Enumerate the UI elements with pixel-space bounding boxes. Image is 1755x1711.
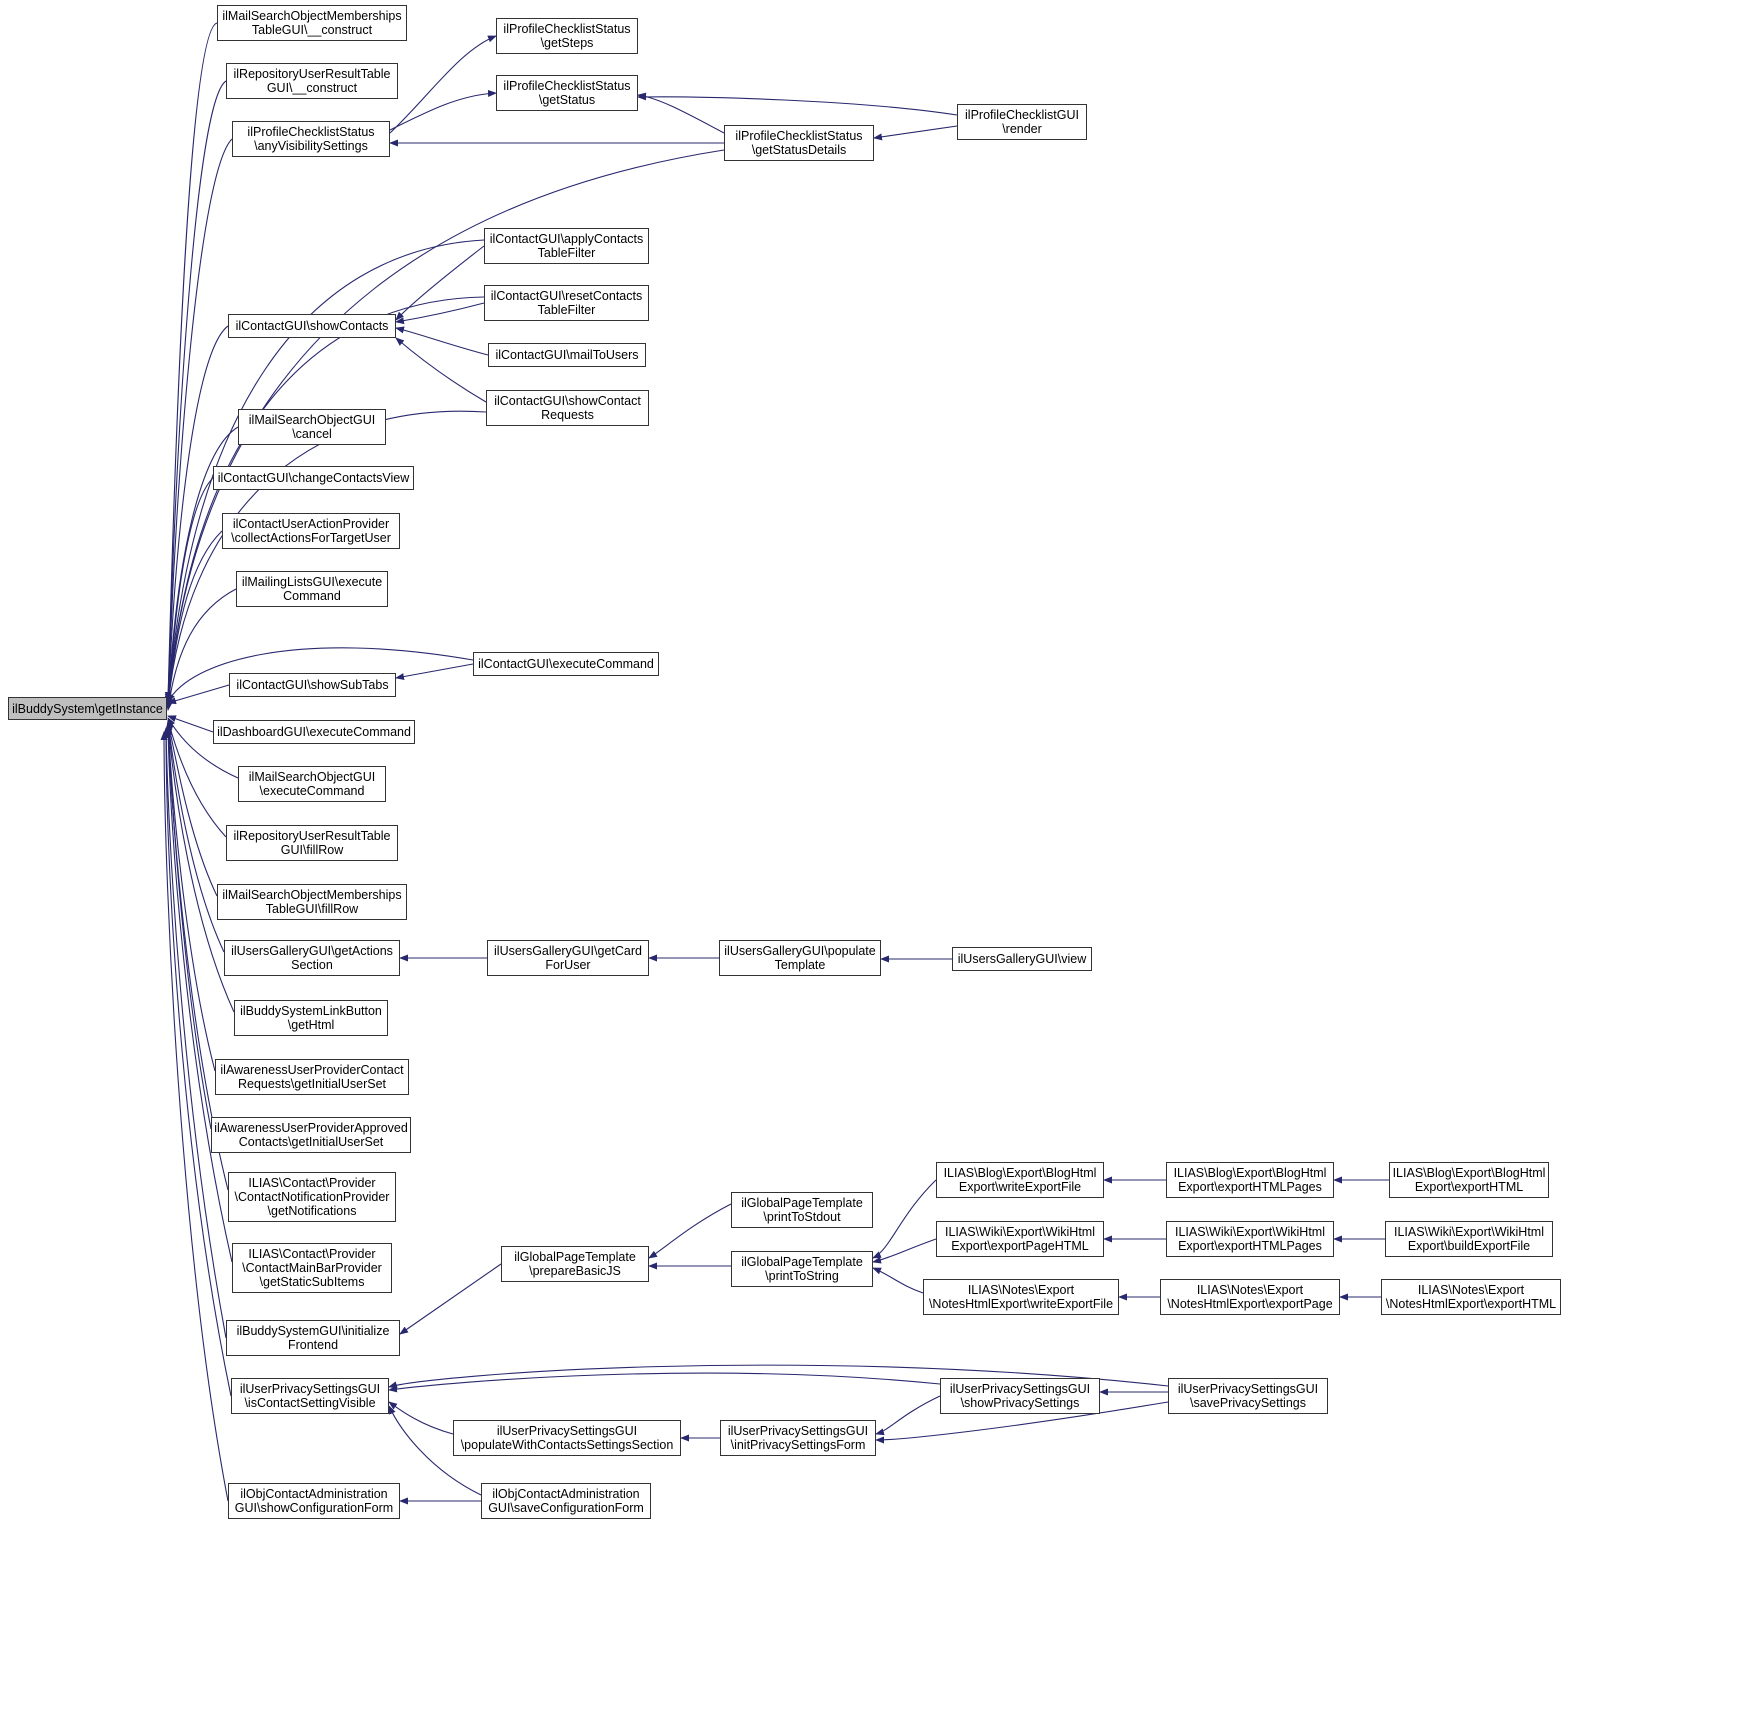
graph-edge [168, 589, 236, 710]
graph-node[interactable]: ilGlobalPageTemplate \printToStdout [731, 1192, 873, 1228]
graph-edge [168, 725, 211, 1129]
graph-node[interactable]: ilAwarenessUserProviderContact Requests\getInitialUserSet [215, 1059, 409, 1095]
graph-edge [168, 326, 228, 706]
graph-edge [168, 722, 224, 952]
graph-node[interactable]: ilUserPrivacySettingsGUI \isContactSettingVisible [231, 1378, 389, 1414]
graph-node[interactable]: ilUserPrivacySettingsGUI \showPrivacySettings [940, 1378, 1100, 1414]
graph-edge [390, 93, 496, 130]
graph-edge [396, 328, 488, 355]
graph-node[interactable]: ILIAS\Wiki\Export\WikiHtml Export\buildExportFile [1385, 1221, 1553, 1257]
graph-edge [389, 1402, 453, 1434]
graph-node[interactable]: ilContactGUI\resetContacts TableFilter [484, 285, 649, 321]
graph-node[interactable]: ilContactGUI\showContact Requests [486, 390, 649, 426]
graph-node[interactable]: ilProfileChecklistGUI \render [957, 104, 1087, 140]
graph-node[interactable]: ilUsersGalleryGUI\getCard ForUser [487, 940, 649, 976]
graph-node[interactable]: ilContactUserActionProvider \collectActionsForTargetUser [222, 513, 400, 549]
graph-node[interactable]: ILIAS\Contact\Provider \ContactMainBarProvider \getStaticSubItems [232, 1243, 392, 1293]
graph-node[interactable]: ilContactGUI\showContacts [228, 314, 396, 338]
graph-node[interactable]: ilContactGUI\mailToUsers [488, 343, 646, 367]
graph-node[interactable]: ILIAS\Notes\Export \NotesHtmlExport\exportHTML [1381, 1279, 1561, 1315]
graph-node[interactable]: ilGlobalPageTemplate \printToString [731, 1251, 873, 1287]
graph-node[interactable]: ilMailingListsGUI\execute Command [236, 571, 388, 607]
graph-node[interactable]: ilUsersGalleryGUI\view [952, 947, 1092, 971]
graph-edge [168, 411, 486, 707]
graph-node[interactable]: ILIAS\Notes\Export \NotesHtmlExport\writeExportFile [923, 1279, 1119, 1315]
graph-node[interactable]: ilProfileChecklistStatus \getStatus [496, 75, 638, 111]
graph-node[interactable]: ILIAS\Blog\Export\BlogHtml Export\exportHTMLPages [1166, 1162, 1334, 1198]
graph-node[interactable]: ilContactGUI\changeContactsView [213, 466, 414, 490]
graph-node[interactable]: ilUserPrivacySettingsGUI \savePrivacySettings [1168, 1378, 1328, 1414]
graph-edge [396, 303, 484, 322]
graph-edge [396, 338, 486, 402]
graph-node[interactable]: ilMailSearchObjectMemberships TableGUI\fillRow [217, 884, 407, 920]
graph-node[interactable]: ilRepositoryUserResultTable GUI\__construct [226, 63, 398, 99]
graph-node[interactable]: ilBuddySystemGUI\initialize Frontend [226, 1320, 400, 1356]
graph-edge [168, 297, 484, 705]
graph-edge [168, 81, 226, 702]
graph-node[interactable]: ilGlobalPageTemplate \prepareBasicJS [501, 1246, 649, 1282]
graph-node[interactable]: ilUserPrivacySettingsGUI \populateWithContactsSettingsSection [453, 1420, 681, 1456]
graph-node[interactable]: ilProfileChecklistStatus \getSteps [496, 18, 638, 54]
graph-edge [168, 685, 229, 703]
graph-edge [168, 23, 217, 700]
graph-edge [168, 478, 213, 708]
graph-node[interactable]: ilAwarenessUserProviderApproved Contacts\getInitialUserSet [211, 1117, 411, 1153]
graph-node[interactable]: ilMailSearchObjectGUI \cancel [238, 409, 386, 445]
graph-node[interactable]: ilObjContactAdministration GUI\showConfigurationForm [228, 1483, 400, 1519]
graph-edge [873, 1239, 936, 1262]
graph-edge [168, 716, 213, 732]
graph-node[interactable]: ILIAS\Wiki\Export\WikiHtml Export\exportPageHTML [936, 1221, 1104, 1257]
graph-node[interactable]: ilUserPrivacySettingsGUI \initPrivacySettingsForm [720, 1420, 876, 1456]
graph-edge [168, 531, 222, 709]
graph-root-node[interactable]: ilBuddySystem\getInstance [8, 697, 167, 720]
graph-node[interactable]: ILIAS\Blog\Export\BlogHtml Export\exportHTML [1389, 1162, 1549, 1198]
graph-node[interactable]: ilContactGUI\applyContacts TableFilter [484, 228, 649, 264]
graph-edge [638, 97, 957, 115]
graph-node[interactable]: ilContactGUI\showSubTabs [229, 673, 396, 697]
graph-node[interactable]: ilObjContactAdministration GUI\saveConfigurationForm [481, 1483, 651, 1519]
graph-edge [396, 246, 484, 320]
graph-edge [389, 1373, 940, 1390]
graph-node[interactable]: ilContactGUI\executeCommand [473, 652, 659, 676]
graph-edge [638, 95, 724, 133]
graph-edge [876, 1396, 940, 1434]
graph-edge [168, 724, 215, 1071]
graph-edge [400, 1264, 501, 1334]
graph-node[interactable]: ilBuddySystemLinkButton \getHtml [234, 1000, 388, 1036]
graph-edge [649, 1204, 731, 1258]
graph-node[interactable]: ILIAS\Notes\Export \NotesHtmlExport\exportPage [1160, 1279, 1340, 1315]
graph-edge [396, 664, 473, 678]
graph-node[interactable]: ilProfileChecklistStatus \anyVisibilitySettings [232, 121, 390, 157]
graph-node[interactable]: ILIAS\Blog\Export\BlogHtml Export\writeExportFile [936, 1162, 1104, 1198]
graph-node[interactable]: ILIAS\Wiki\Export\WikiHtml Export\exportHTMLPages [1166, 1221, 1334, 1257]
graph-node[interactable]: ilUsersGalleryGUI\populate Template [719, 940, 881, 976]
graph-node[interactable]: ilDashboardGUI\executeCommand [213, 720, 415, 744]
graph-node[interactable]: ilRepositoryUserResultTable GUI\fillRow [226, 825, 398, 861]
graph-edge [873, 1268, 923, 1293]
graph-edge [874, 126, 957, 138]
graph-edge [166, 728, 226, 1338]
graph-edge [873, 1180, 936, 1258]
graph-node[interactable]: ilMailSearchObjectGUI \executeCommand [238, 766, 386, 802]
graph-node[interactable]: ilMailSearchObjectMemberships TableGUI\__construct [217, 5, 407, 41]
graph-node[interactable]: ilUsersGalleryGUI\getActions Section [224, 940, 400, 976]
graph-edge [168, 139, 232, 704]
graph-edge [168, 721, 217, 896]
graph-edge [390, 36, 496, 133]
graph-node[interactable]: ilProfileChecklistStatus \getStatusDetails [724, 125, 874, 161]
graph-node[interactable]: ILIAS\Contact\Provider \ContactNotificationProvider \getNotifications [228, 1172, 396, 1222]
graph-edge [168, 727, 232, 1262]
